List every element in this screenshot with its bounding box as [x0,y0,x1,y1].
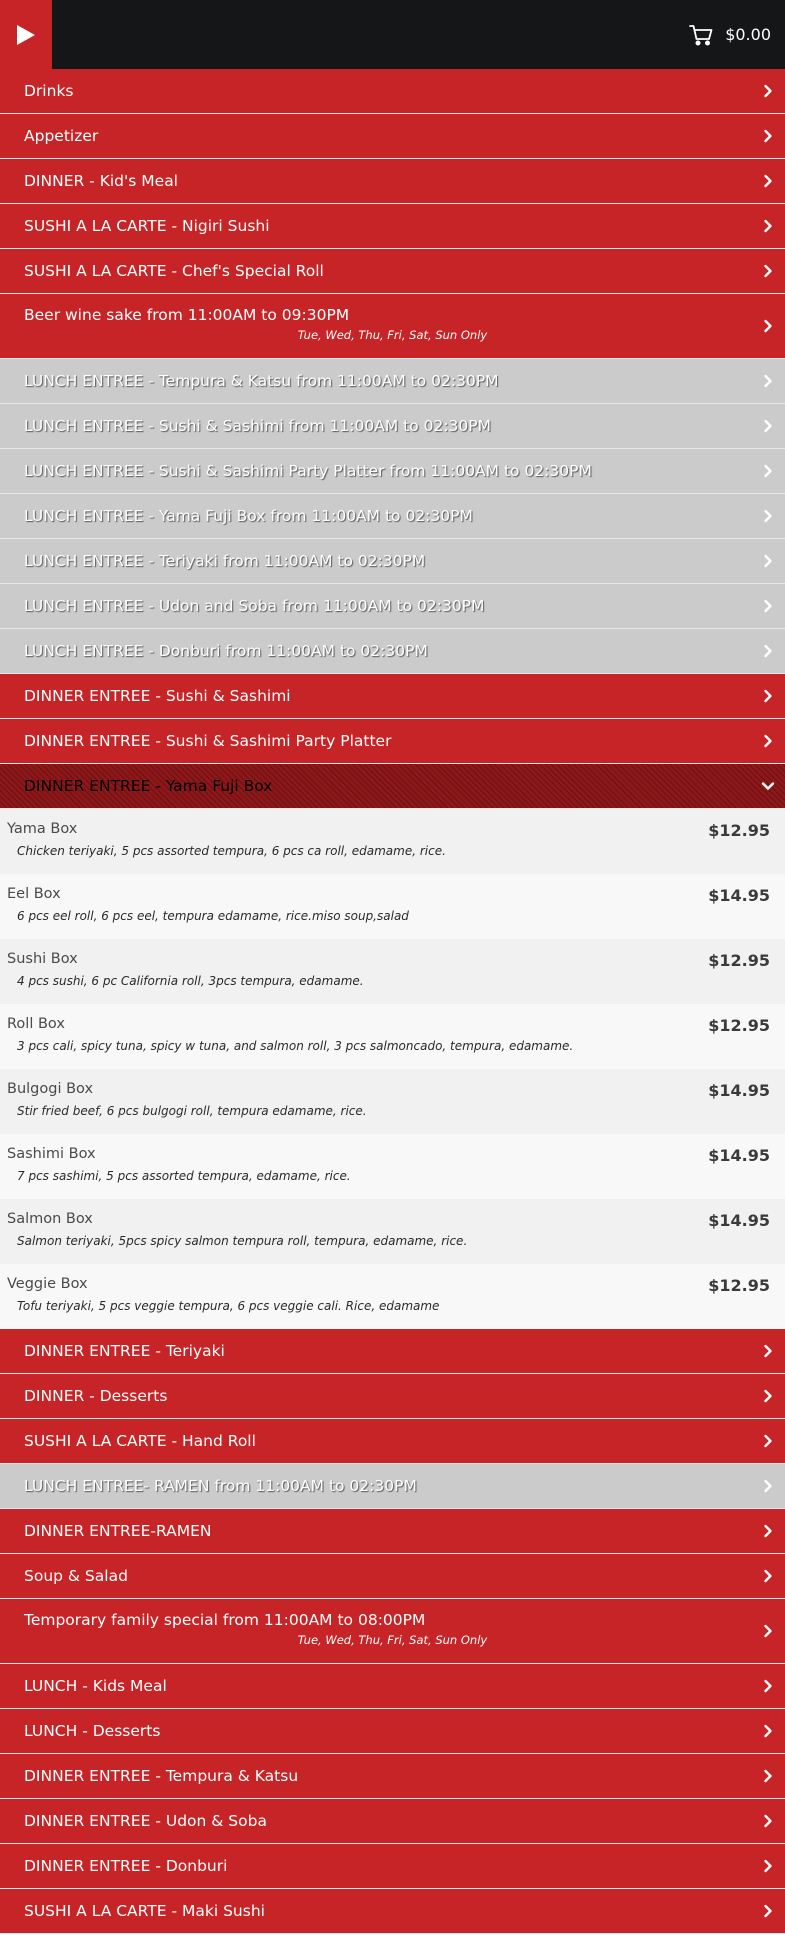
category-row[interactable] [0,1799,785,1844]
chevron-right-icon [761,84,775,98]
category-title: LUNCH ENTREE- RAMEN from 11:00AM to 02:30PM [24,1477,417,1495]
category-row[interactable] [0,1464,785,1509]
category-title: Beer wine sake from 11:00AM to 09:30PM [24,306,350,324]
chevron-right-icon [761,319,775,333]
category-row[interactable] [0,449,785,494]
menu-item-name: Yama Box [7,821,78,837]
category-row[interactable] [0,1599,785,1664]
chevron-right-icon [761,1569,775,1583]
chevron-right-icon [761,1859,775,1873]
category-row[interactable] [0,1509,785,1554]
menu-item[interactable] [0,1004,785,1069]
menu-item-description: Stir fried beef, 6 pcs bulgogi roll, tempura edamame, rice. [17,1104,367,1118]
menu-item-name: Salmon Box [7,1211,93,1227]
category-row[interactable] [0,539,785,584]
category-row[interactable] [0,674,785,719]
category-title: SUSHI A LA CARTE - Maki Sushi [24,1902,265,1920]
category-row[interactable] [0,294,785,359]
menu-item-description: 7 pcs sashimi, 5 pcs assorted tempura, edamame, rice. [17,1169,351,1183]
category-title: DINNER ENTREE - Udon & Soba [24,1812,267,1830]
category-row[interactable] [0,629,785,674]
menu-item[interactable] [0,809,785,874]
cart-button[interactable] [689,0,771,69]
chevron-right-icon [761,419,775,433]
menu-item[interactable] [0,1264,785,1329]
chevron-right-icon [761,1344,775,1358]
menu-item-price: $14.95 [708,1081,770,1100]
category-row[interactable] [0,719,785,764]
menu-item-name: Veggie Box [7,1276,88,1292]
menu-item-price: $12.95 [708,951,770,970]
category-title: Drinks [24,82,74,100]
chevron-right-icon [761,1904,775,1918]
chevron-right-icon [761,509,775,523]
category-title: SUSHI A LA CARTE - Nigiri Sushi [24,217,270,235]
menu-item[interactable] [0,874,785,939]
chevron-right-icon [761,1434,775,1448]
chevron-right-icon [761,689,775,703]
category-title: LUNCH ENTREE - Sushi & Sashimi from 11:00AM to 02:30PM [24,417,491,435]
menu-item-name: Sushi Box [7,951,78,967]
menu-item-price: $12.95 [708,821,770,840]
chevron-right-icon [761,129,775,143]
category-title: LUNCH ENTREE - Yama Fuji Box from 11:00AM to 02:30PM [24,507,473,525]
menu-item-description: Salmon teriyaki, 5pcs spicy salmon tempura roll, tempura, edamame, rice. [17,1234,468,1248]
category-row[interactable] [0,1844,785,1889]
cart-total: $0.00 [725,25,771,44]
top-bar [0,0,785,69]
category-title: DINNER - Desserts [24,1387,168,1405]
menu-item-price: $12.95 [708,1016,770,1035]
menu-item-price: $14.95 [708,1211,770,1230]
chevron-down-icon [761,779,775,793]
category-title: LUNCH ENTREE - Teriyaki from 11:00AM to 02:30PM [24,552,426,570]
chevron-right-icon [761,554,775,568]
chevron-right-icon [761,1814,775,1828]
menu-item-price: $12.95 [708,1276,770,1295]
category-title: LUNCH - Kids Meal [24,1677,167,1695]
category-row[interactable] [0,159,785,204]
category-title: LUNCH ENTREE - Donburi from 11:00AM to 02:30PM [24,642,428,660]
category-title: DINNER ENTREE - Teriyaki [24,1342,225,1360]
category-title: DINNER ENTREE - Sushi & Sashimi Party Platter [24,732,392,750]
chevron-right-icon [761,644,775,658]
category-title: Appetizer [24,127,99,145]
chevron-right-icon [761,464,775,478]
category-availability: Tue, Wed, Thu, Fri, Sat, Sun Only [297,328,488,342]
menu-item[interactable] [0,1069,785,1134]
menu-item[interactable] [0,1199,785,1264]
chevron-right-icon [761,1724,775,1738]
category-row[interactable] [0,1554,785,1599]
menu-item-description: Chicken teriyaki, 5 pcs assorted tempura, 6 pcs ca roll, edamame, rice. [17,844,446,858]
chevron-right-icon [761,1624,775,1638]
menu-item-name: Sashimi Box [7,1146,96,1162]
category-row[interactable] [0,249,785,294]
category-title: LUNCH ENTREE - Udon and Soba from 11:00AM to 02:30PM [24,597,485,615]
category-row[interactable] [0,1419,785,1464]
menu-item[interactable] [0,1134,785,1199]
category-row[interactable] [0,494,785,539]
menu-item-name: Bulgogi Box [7,1081,94,1097]
chevron-right-icon [761,1769,775,1783]
category-row[interactable] [0,1709,785,1754]
category-title: Temporary family special from 11:00AM to 08:00PM [24,1611,426,1629]
menu-item-description: 3 pcs cali, spicy tuna, spicy w tuna, and salmon roll, 3 pcs salmoncado, tempura, edamame. [17,1039,574,1053]
menu-item-description: Tofu teriyaki, 5 pcs veggie tempura, 6 pcs veggie cali. Rice, edamame [17,1299,440,1313]
menu-item-description: 6 pcs eel roll, 6 pcs eel, tempura edamame, rice.miso soup,salad [17,909,409,923]
menu-item-price: $14.95 [708,1146,770,1165]
category-title: DINNER ENTREE - Donburi [24,1857,228,1875]
chevron-right-icon [761,1479,775,1493]
category-row[interactable] [0,69,785,114]
category-title: Soup & Salad [24,1567,128,1585]
menu-item[interactable] [0,939,785,1004]
category-title: DINNER - Kid's Meal [24,172,178,190]
play-icon [17,25,35,45]
category-title: SUSHI A LA CARTE - Hand Roll [24,1432,256,1450]
category-availability: Tue, Wed, Thu, Fri, Sat, Sun Only [297,1633,488,1647]
category-title: DINNER ENTREE - Tempura & Katsu [24,1767,299,1785]
menu-item-description: 4 pcs sushi, 6 pc California roll, 3pcs tempura, edamame. [17,974,364,988]
menu-item-name: Eel Box [7,886,61,902]
category-row[interactable] [0,404,785,449]
chevron-right-icon [761,1524,775,1538]
chevron-right-icon [761,264,775,278]
chevron-right-icon [761,599,775,613]
category-title: SUSHI A LA CARTE - Chef's Special Roll [24,262,324,280]
category-row[interactable] [0,1329,785,1374]
category-title: DINNER ENTREE-RAMEN [24,1522,212,1540]
chevron-right-icon [761,219,775,233]
category-title: DINNER ENTREE - Sushi & Sashimi [24,687,291,705]
category-row[interactable] [0,1754,785,1799]
play-button[interactable] [0,0,52,69]
category-row[interactable] [0,1664,785,1709]
chevron-right-icon [761,374,775,388]
category-row[interactable] [0,584,785,629]
category-row[interactable] [0,114,785,159]
category-title: LUNCH - Desserts [24,1722,161,1740]
menu-item-name: Roll Box [7,1016,65,1032]
category-row[interactable] [0,359,785,404]
chevron-right-icon [761,1679,775,1693]
shopping-cart-icon [689,24,713,46]
chevron-right-icon [761,734,775,748]
category-title: LUNCH ENTREE - Sushi & Sashimi Party Platter from 11:00AM to 02:30PM [24,462,592,480]
category-row[interactable] [0,1374,785,1419]
chevron-right-icon [761,174,775,188]
chevron-right-icon [761,1389,775,1403]
category-title: DINNER ENTREE - Yama Fuji Box [24,777,273,795]
category-row[interactable] [0,1889,785,1934]
menu-list [0,69,785,1934]
category-row[interactable] [0,204,785,249]
category-row[interactable] [0,764,785,809]
category-title: LUNCH ENTREE - Tempura & Katsu from 11:00AM to 02:30PM [24,372,499,390]
menu-item-price: $14.95 [708,886,770,905]
